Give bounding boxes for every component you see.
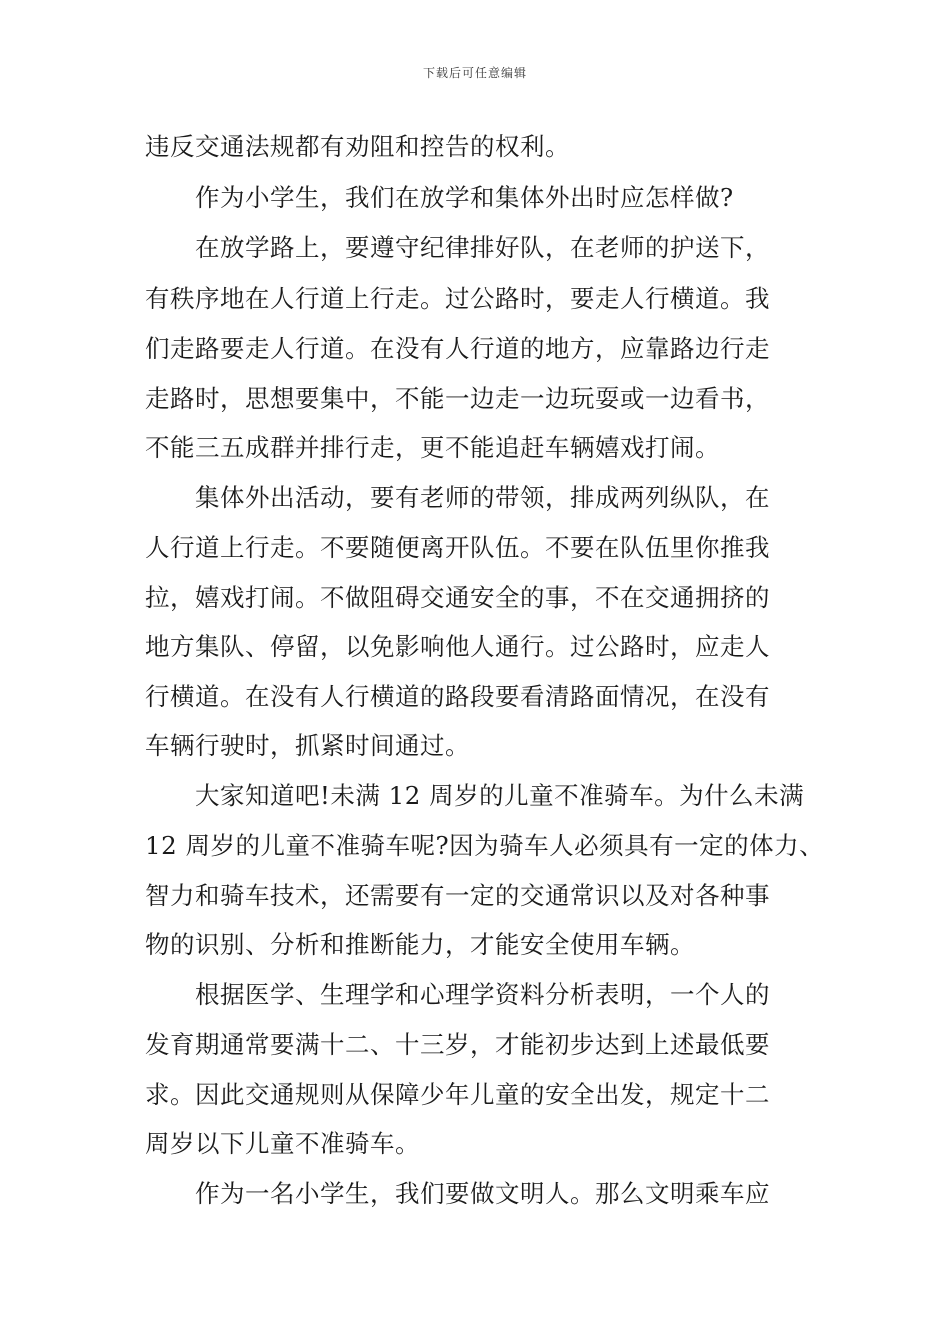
text-line: 集体外出活动，要有老师的带领，排成两列纵队，在: [195, 483, 770, 512]
text-line: 行横道。在没有人行横道的路段要看清路面情况，在没有: [145, 682, 770, 711]
text-line: 车辆行驶时，抓紧时间通过。: [145, 731, 470, 760]
text-line: 走路时，思想要集中，不能一边走一边玩耍或一边看书，: [145, 384, 770, 413]
text-line: 求。因此交通规则从保障少年儿童的安全出发，规定十二: [145, 1080, 770, 1109]
text-line: 们走路要走人行道。在没有人行道的地方，应靠路边行走: [145, 334, 770, 363]
text-line: 周岁以下儿童不准骑车。: [145, 1129, 420, 1158]
text-line: 作为小学生，我们在放学和集体外出时应怎样做?: [195, 183, 734, 212]
text-line: 12 周岁的儿童不准骑车呢?因为骑车人必须具有一定的体力、: [145, 831, 825, 860]
text-line: 人行道上行走。不要随便离开队伍。不要在队伍里你推我: [145, 533, 770, 562]
text-line: 发育期通常要满十二、十三岁，才能初步达到上述最低要: [145, 1030, 770, 1059]
text-line: 智力和骑车技术，还需要有一定的交通常识以及对各种事: [145, 881, 770, 910]
text-line: 根据医学、生理学和心理学资料分析表明，一个人的: [195, 980, 770, 1009]
text-line: 物的识别、分析和推断能力，才能安全使用车辆。: [145, 930, 695, 959]
text-line: 作为一名小学生，我们要做文明人。那么文明乘车应: [195, 1179, 770, 1208]
text-line: 不能三五成群并排行走，更不能追赶车辆嬉戏打闹。: [145, 433, 720, 462]
text-line: 大家知道吧!未满 12 周岁的儿童不准骑车。为什么未满: [195, 781, 805, 810]
text-line: 违反交通法规都有劝阻和控告的权利。: [145, 132, 570, 161]
page-header: 下载后可任意编辑: [422, 66, 527, 80]
text-line: 有秩序地在人行道上行走。过公路时，要走人行横道。我: [145, 284, 770, 313]
text-line: 地方集队、停留，以免影响他人通行。过公路时，应走人: [145, 632, 770, 661]
text-line: 在放学路上，要遵守纪律排好队，在老师的护送下，: [195, 233, 770, 262]
text-line: 拉，嬉戏打闹。不做阻碍交通安全的事，不在交通拥挤的: [145, 583, 770, 612]
